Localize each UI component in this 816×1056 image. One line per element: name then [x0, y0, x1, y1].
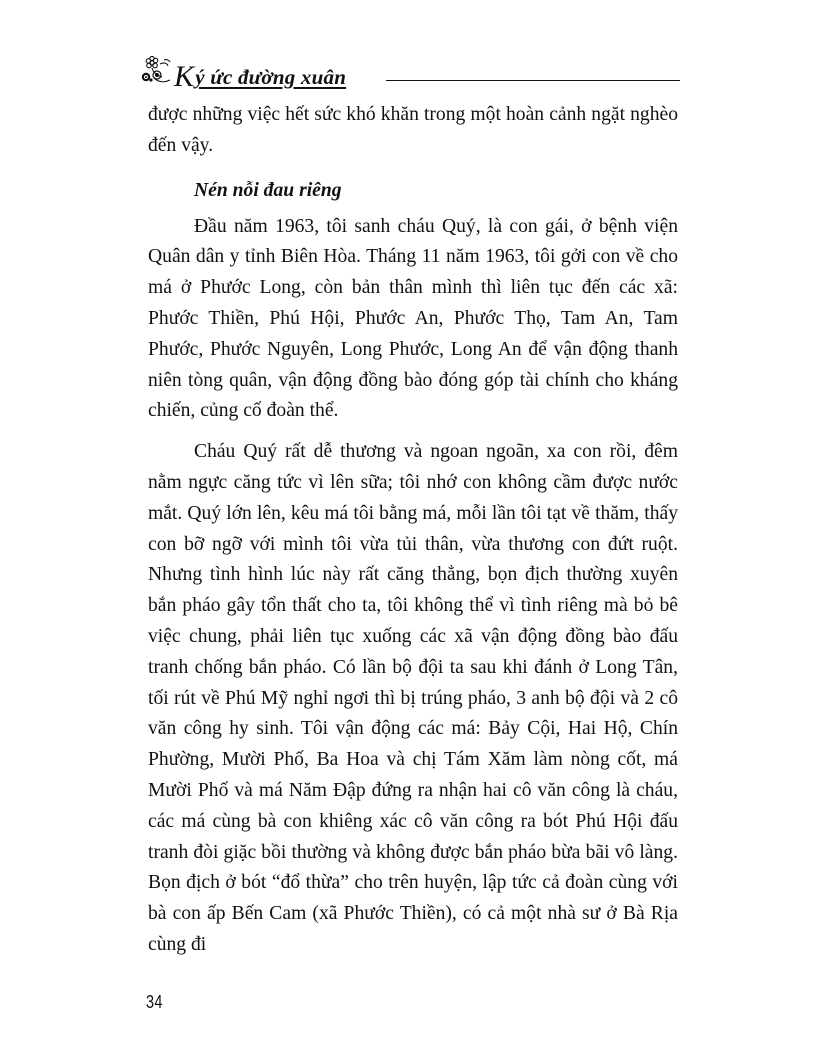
section-heading: Nén nỗi đau riêng	[194, 179, 342, 201]
book-title-initial: K	[174, 60, 195, 93]
header-rule	[386, 80, 680, 81]
book-title	[174, 58, 346, 92]
paragraph: Đầu năm 1963, tôi sanh cháu Quý, là con gái, ở bệnh viện Quân dân y tỉnh Biên Hòa. Tháng 11 năm 1963, tôi gởi con về cho má ở Phước Long, còn bản thân mình thì liên tục đến các xã: Phước Thiền, Phú Hội, Phước An, Phước Thọ, Tam An, Tam Phước, Phước Nguyên, Long Phước, Long An để vận động thanh niên tòng quân, vận động đồng bào đóng góp tài chính cho kháng chiến, củng cố đoàn thể.	[148, 215, 678, 422]
paragraph-continued: được những việc hết sức khó khăn trong một hoàn cảnh ngặt nghèo đến vậy.	[148, 104, 678, 156]
page-body	[148, 100, 678, 961]
paragraph: Cháu Quý rất dễ thương và ngoan ngoãn, xa con rồi, đêm nằm ngực căng tức vì lên sữa; tôi nhớ con không cầm được nước mắt. Quý lớn lên, kêu má tôi bằng má, mỗi lần tôi tạt về thăm, thấy con bỡ ngỡ với mình tôi vừa tủi thân, vừa thương con đứt ruột. Nhưng tình hình lúc này rất căng thẳng, bọn địch thường xuyên bắn pháo gây tổn thất cho ta, tôi không thể vì tình riêng mà bỏ bê việc chung, phải liên tục xuống các xã vận động đồng bào đấu tranh chống bắn pháo. Có lần bộ đội ta sau khi đánh ở Long Tân, tối rút về Phú Mỹ nghỉ ngơi thì bị trúng pháo, 3 anh bộ đội và 2 cô văn công hy sinh. Tôi vận động các má: Bảy Cội, Hai Hộ, Chín Phường, Mười Phố, Ba Hoa và chị Tám Xăm làm nòng cốt, má Mười Phố và má Năm Đập đứng ra nhận hai cô văn công là cháu, các má cùng bà con khiêng xác cô văn công ra bót Phú Hội đấu tranh đòi giặc bồi thường và không được bắn pháo bừa bãi vô làng. Bọn địch ở bót “đổ thừa” cho trên huyện, lập tức cả đoàn cùng với bà con ấp Bến Cam (xã Phước Thiền), có cả một nhà sư ở Bà Rịa cùng đi	[148, 441, 678, 955]
running-header	[140, 56, 680, 93]
book-title-rest: ý ức đường xuân	[195, 65, 347, 89]
page-number: 34	[146, 992, 163, 1012]
flower-ornament-icon	[140, 56, 176, 86]
